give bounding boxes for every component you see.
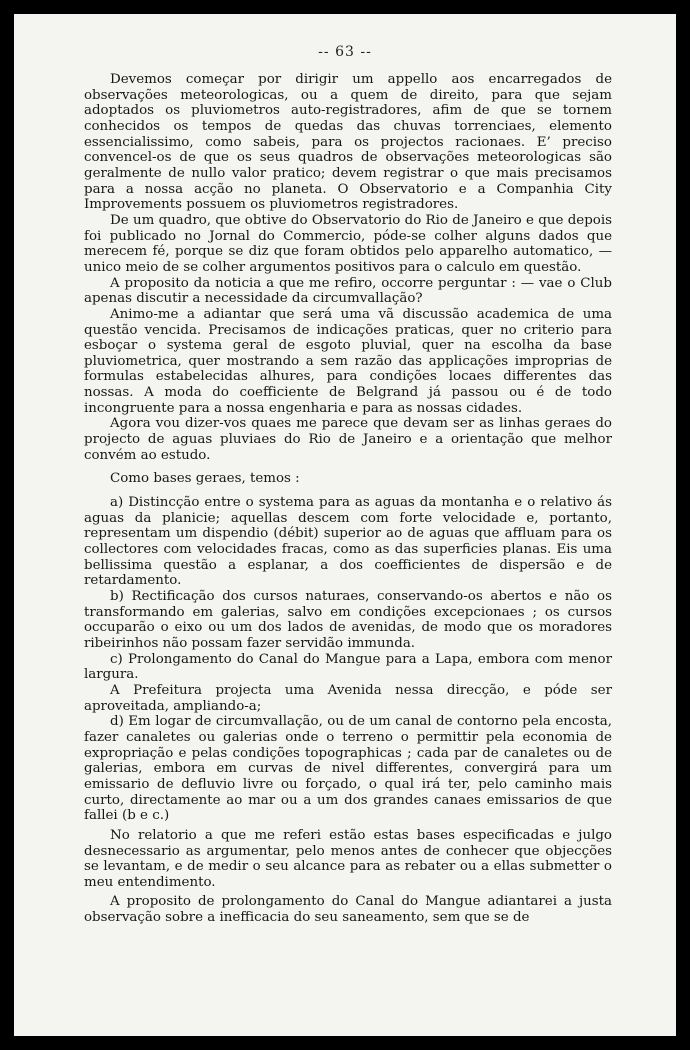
list-item-c: c) Prolongamento do Canal do Mangue para a Lapa, embora com menor largura.: [84, 651, 612, 683]
list-item-b: b) Rectificação dos cursos naturaes, conservando-os abertos e não os transformando em galerias, salvo em condições excepcionaes ; os cursos occuparão o eixo ou um dos lados de avenidas, de modo que os moradores ribeirinhos não possam fazer servidão immunda.: [84, 589, 612, 651]
document-page: [14, 14, 676, 1036]
list-item-a: a) Distincção entre o systema para as aguas da montanha e o relativo ás aguas da planicie; aquellas descem com forte velocidade e, portanto, representam um dispendio (débit) superior ao de aguas que affluam para os collectores com velocidades fracas, como as das superficies planas. Eis uma bellissima questão a esplanar, a dos coefficientes de dispersão e de retardamento.: [84, 495, 612, 589]
paragraph: Agora vou dizer-vos quaes me parece que devam ser as linhas geraes do projecto de aguas pluviaes do Rio de Janeiro e a orientação que melhor convém ao estudo.: [84, 416, 612, 463]
page-number: -- 63 --: [318, 44, 372, 60]
paragraph: A proposito da noticia a que me refiro, occorre perguntar : — vae o Club apenas discutir a necessidade da circumvallação?: [84, 275, 612, 307]
paragraph: Animo-me a adiantar que será uma vã discussão academica de uma questão vencida. Precisamos de indicações praticas, quer no criterio para esboçar o systema geral de esgoto pluvial, quer na escolha da base pluviometrica, quer mostrando a sem razão das applicações improprias de formulas estabelecidas alhures, para condições locaes differentes das nossas. A moda do coefficiente de Belgrand já passou ou é de todo incongruente para a nossa engenharia e para as nossas cidades.: [84, 306, 612, 416]
paragraph: Como bases geraes, temos :: [110, 471, 300, 487]
paragraph: De um quadro, que obtive do Observatorio do Rio de Janeiro e que depois foi publicado no Jornal do Commercio, póde-se colher alguns dados que merecem fé, porque se diz que foram obtidos pelo apparelho automatico, — unico meio de se colher argumentos positivos para o calculo em questão.: [84, 212, 612, 275]
paragraph: Devemos começar por dirigir um appello aos encarregados de observações meteorologicas, ou a quem de direito, para que sejam adoptados os pluviometros auto-registradores, afim de que se tornem conhecidos os tempos de quedas das chuvas torrenciaes, elemento essencialissimo, como sabeis, para os projectos racionaes. E’ preciso convencel-os de que os seus quadros de observações meteorologicas são geralmente de nullo valor pratico; devem registrar o que mais precisamos para a nossa acção no planeta. O Observatorio e a Companhia City Improvements possuem os pluviometros registradores.: [84, 72, 612, 213]
list-item-d: d) Em logar de circumvallação, ou de um canal de contorno pela encosta, fazer canaletes ou galerias onde o terreno o permittir pela economia de expropriação e pelas condições topographicas ; cada par de canaletes ou de galerias, embora em curvas de nivel differentes, convergirá para um emissario de defluvio livre ou forçado, o qual irá ter, pelo caminho mais curto, directamente ao mar ou a um dos grandes canaes emissarios de que fallei (b e c.): [84, 714, 612, 824]
paragraph: No relatorio a que me referi estão estas bases especificadas e julgo desnecessario as argumentar, pelo menos antes de conhecer que objecções se levantam, e de medir o seu alcance para as rebater ou a ellas submetter o meu entendimento.: [84, 827, 612, 890]
paragraph: A Prefeitura projecta uma Avenida nessa direcção, e póde ser aproveitada, ampliando-a;: [84, 682, 612, 714]
body-text: [84, 72, 612, 926]
paragraph: A proposito de prolongamento do Canal do Mangue adiantarei a justa observação sobre a inefficacia do seu saneamento, sem que se de: [84, 894, 612, 926]
